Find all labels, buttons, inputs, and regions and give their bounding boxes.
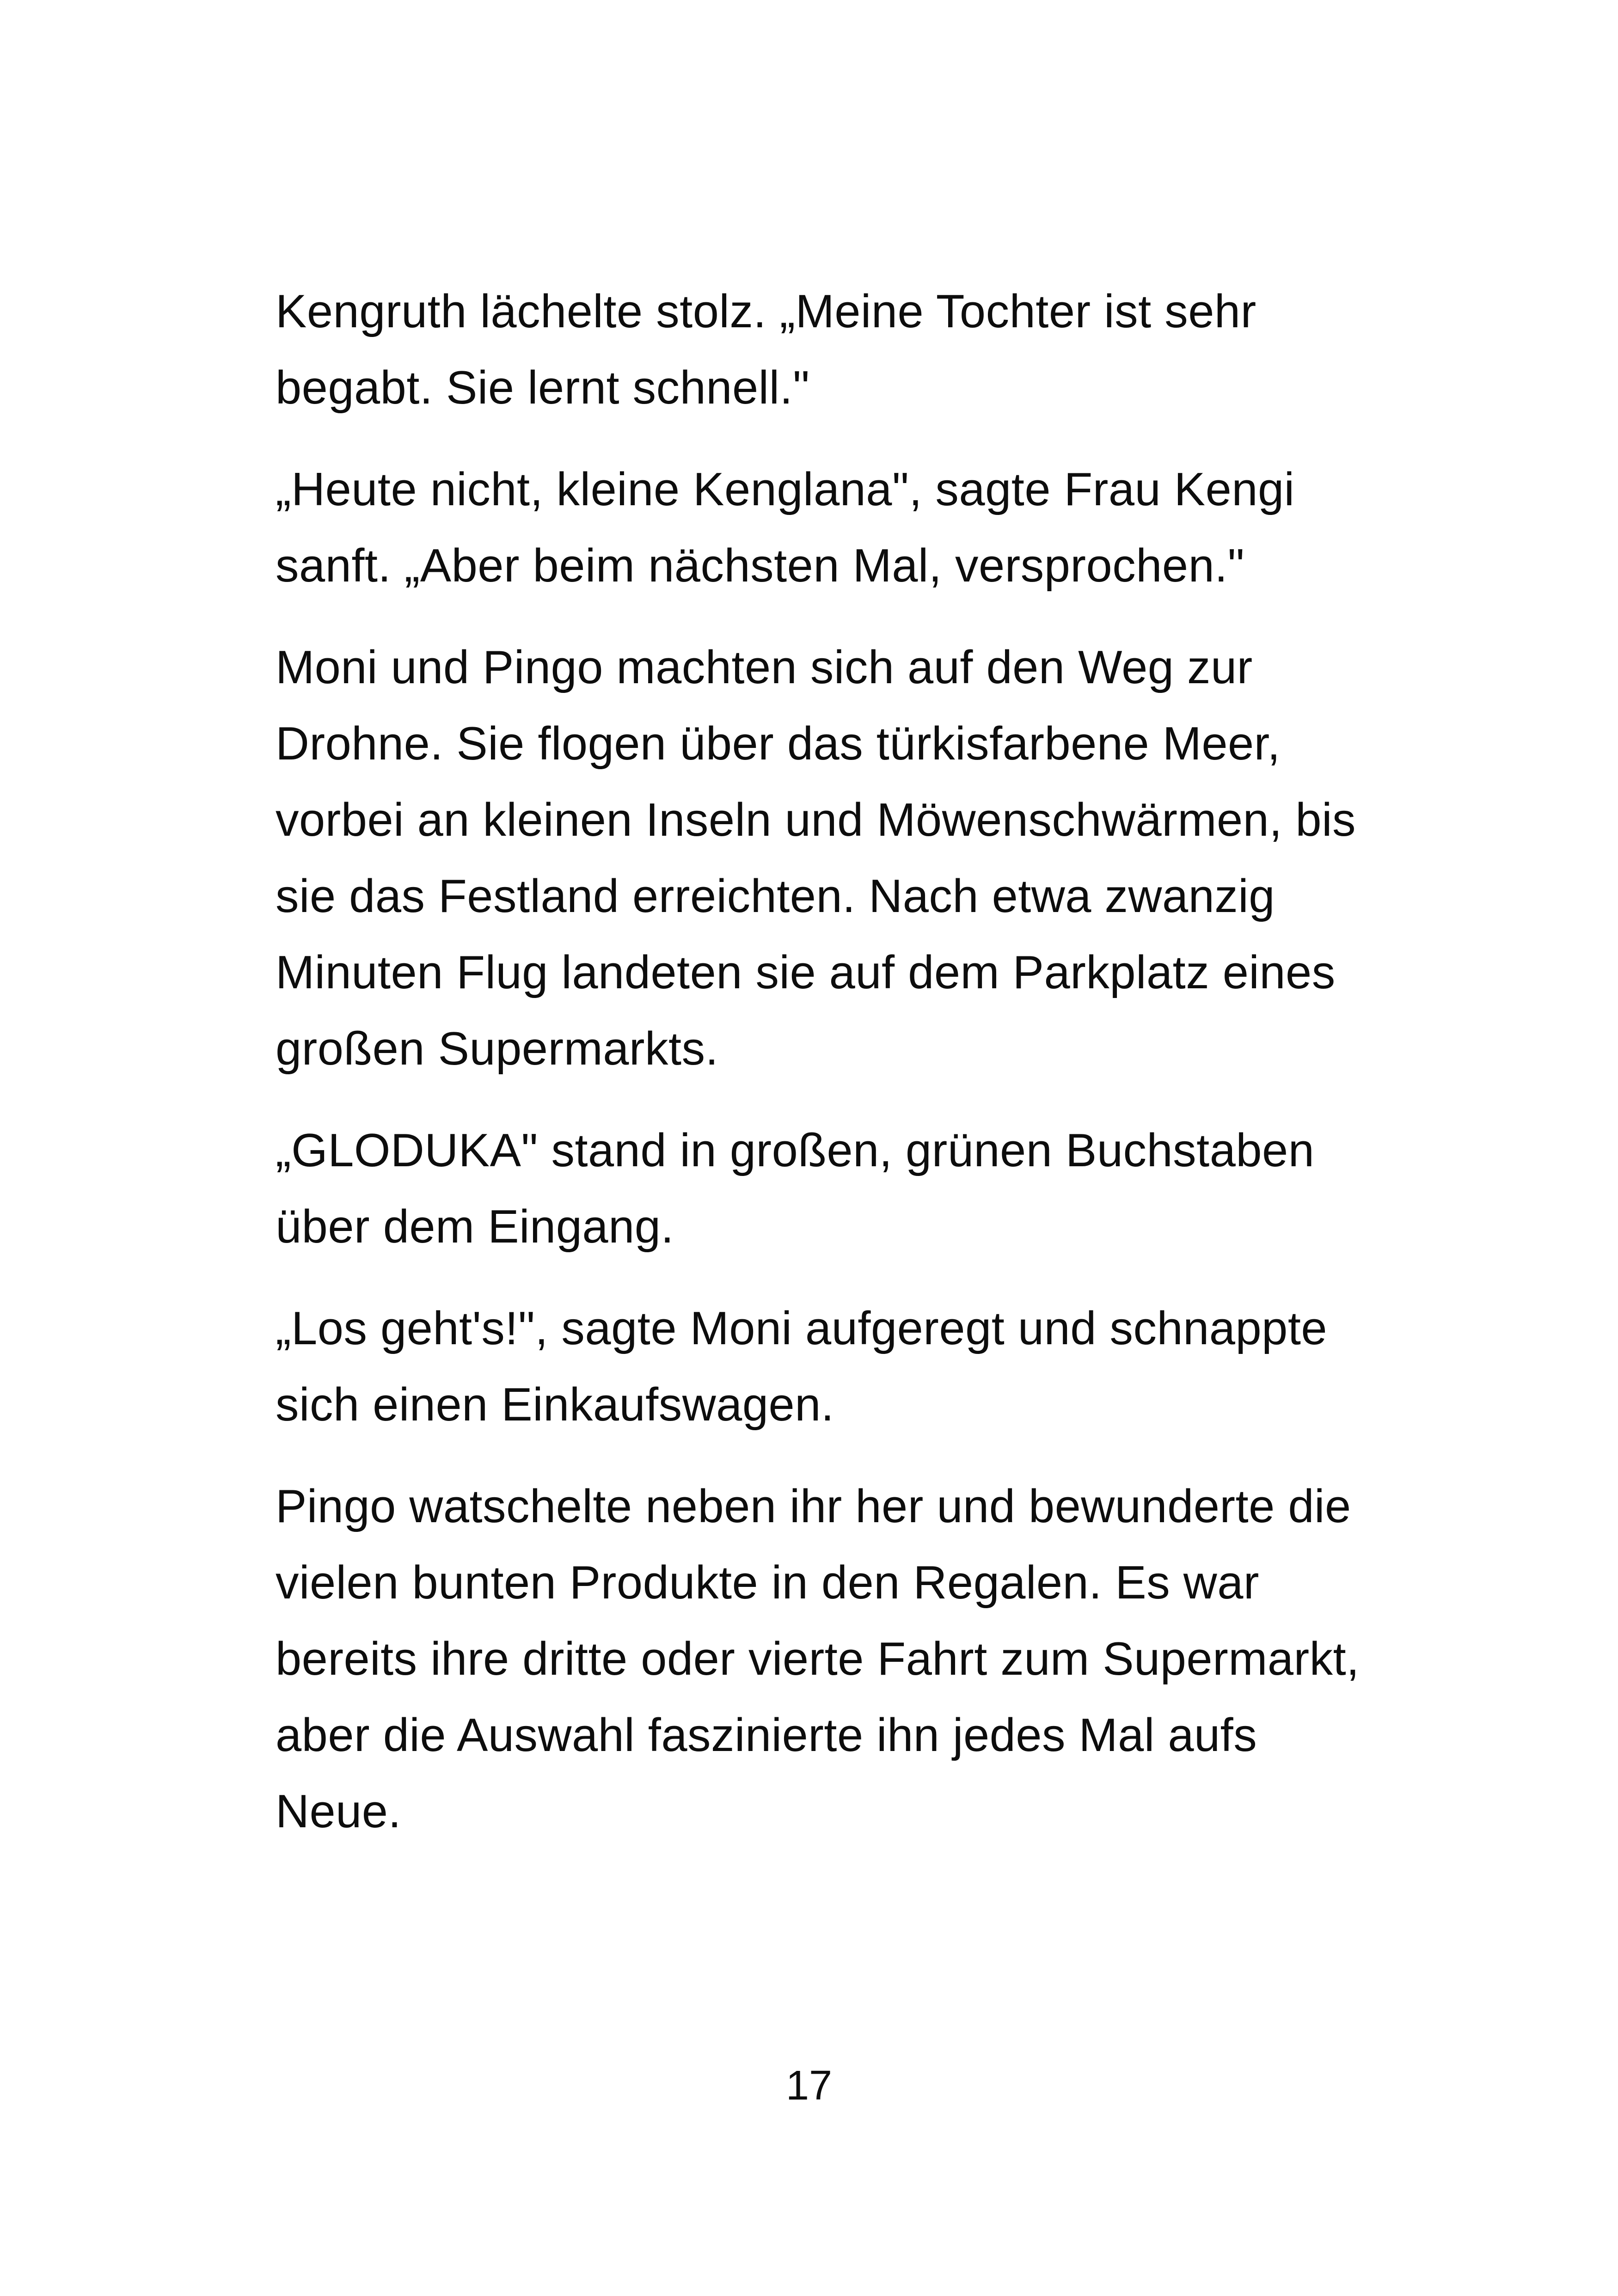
paragraph: Moni und Pingo machten sich auf den Weg zur Drohne. Sie flogen über das türkisfarbene Meer, vorbei an kleinen Inseln und Möwenschwärmen, bis sie das Festland erreichten. Nach etwa zwanzig Minuten Flug landeten sie auf dem Parkplatz eines großen Supermarkts. [276,642,1356,1075]
paragraph: Pingo watschelte neben ihr her und bewunderte die vielen bunten Produkte in den Regalen. Es war bereits ihre dritte oder vierte Fahrt zum Supermarkt, aber die Auswahl faszinierte ihn jedes Mal aufs Neue. [276,1481,1360,1837]
body-text [276,274,1371,1875]
paragraph: „Heute nicht, kleine Kenglana", sagte Frau Kengi sanft. „Aber beim nächsten Mal, versprochen." [276,464,1295,592]
paragraph: Kengruth lächelte stolz. „Meine Tochter ist sehr begabt. Sie lernt schnell." [276,286,1256,414]
paragraph: „GLODUKA" stand in großen, grünen Buchstaben über dem Eingang. [276,1125,1315,1253]
page-number: 17 [785,2063,833,2109]
paragraph: „Los geht's!", sagte Moni aufgeregt und schnappte sich einen Einkaufswagen. [276,1303,1328,1431]
